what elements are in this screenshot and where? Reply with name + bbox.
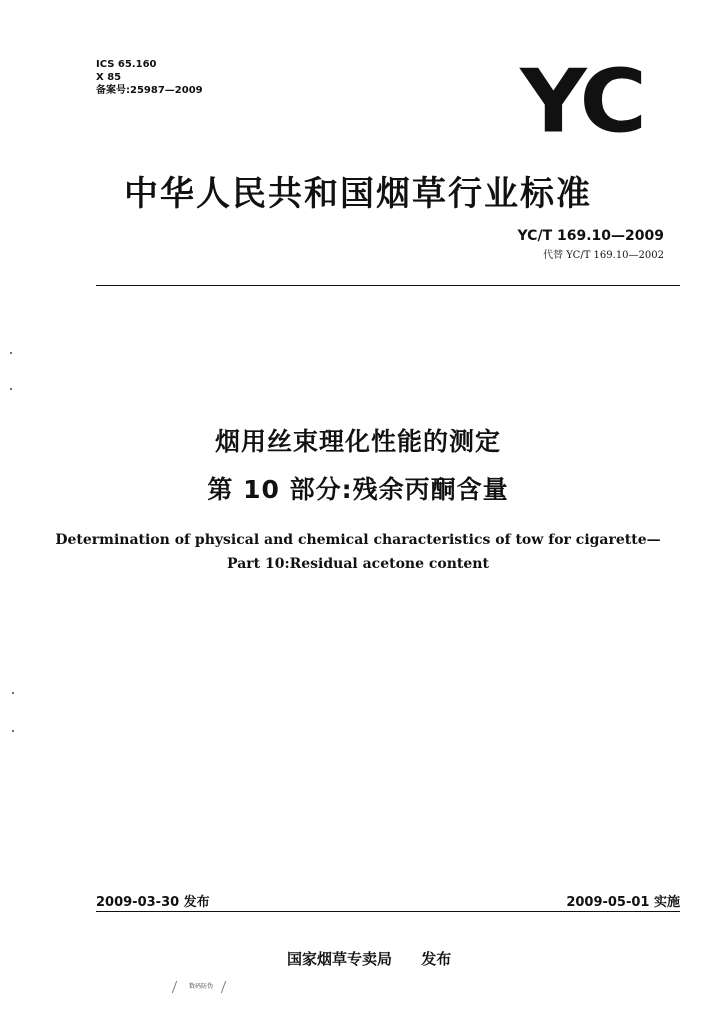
ics-code: ICS 65.160 <box>96 59 157 70</box>
anti-counterfeit-stamp <box>172 981 230 993</box>
stamp-label: 数码防伪 <box>188 983 213 990</box>
scan-dot <box>12 730 14 732</box>
stamp-mark-right <box>221 981 230 993</box>
english-title-line2: Part 10:Residual acetone content <box>227 556 489 572</box>
standard-type-heading: 中华人民共和国烟草行业标准 <box>124 174 592 214</box>
chinese-title-line1: 烟用丝束理化性能的测定 <box>214 427 501 456</box>
implementation-date: 2009-05-01 实施 <box>566 895 680 910</box>
chinese-title-line2: 第 10 部分:残余丙酮含量 <box>207 475 509 504</box>
stamp-mark-left <box>172 981 181 993</box>
footer-divider <box>96 911 680 912</box>
header-divider <box>96 285 680 286</box>
replaces-standard: 代替 YC/T 169.10—2002 <box>543 250 664 261</box>
scan-dot <box>10 388 12 390</box>
issue-date: 2009-03-30 发布 <box>96 895 210 910</box>
scan-dot <box>12 692 14 694</box>
classification-code: X 85 <box>96 72 122 83</box>
issuing-authority: 国家烟草专卖局 发布 <box>287 950 452 968</box>
yc-logo: YC <box>520 50 643 153</box>
english-title-line1: Determination of physical and chemical characteristics of tow for cigarette— <box>55 532 661 548</box>
document-metadata <box>96 58 203 97</box>
scan-dot <box>10 352 12 354</box>
filing-number: 备案号:25987—2009 <box>96 85 203 96</box>
standard-number: YC/T 169.10—2009 <box>517 228 664 244</box>
